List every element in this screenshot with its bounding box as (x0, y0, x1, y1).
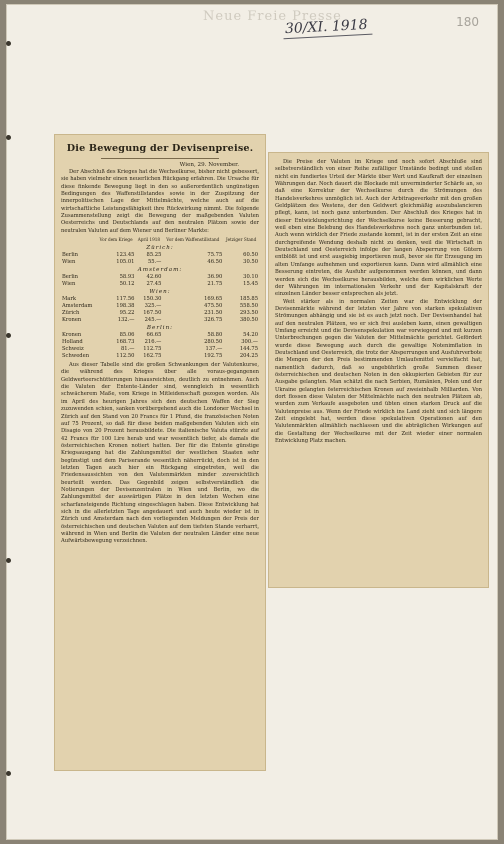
column-header: April 1918 (137, 237, 161, 243)
table-cell-value: 168.73 (116, 339, 135, 346)
table-cell-value: 54.20 (243, 332, 258, 339)
newspaper-stamp: Neue Freie Presse (203, 9, 342, 24)
table-cell-city: Zürich (62, 310, 80, 317)
table-row (61, 310, 259, 317)
table-cell-value: 27.45 (146, 281, 162, 288)
table-cell-city: Mark (62, 296, 77, 303)
table-group-label: Wien: (149, 289, 171, 296)
table-row (61, 353, 259, 360)
table-cell-value: 216.— (144, 339, 162, 346)
title-rule (101, 158, 219, 159)
table-cell-value: 192.75 (204, 353, 223, 360)
table-row (61, 259, 259, 266)
table-cell-city: Berlin (62, 274, 79, 281)
article-right-paragraph-1: Die Preise der Valuten im Kriege und noch sofort Abschluße sind selbstverständlich von einer Reihe zufälliger Umstände bedingt und stellen nicht ein fundiertes Urteil der Märkte über Wert und Kaufkraft der einzelnen Währungen dar. Noch dauert die Blockade mit unverminderter Schärfe an, so daß eine Korrektur der Wechselkurse durch die Strömungen des Handelsverkehres unmöglich ist. Auch der Arbitrageverkehr mit den großen Geldplätzen des Westens, der den Geldwert gleichmäßig auszubalancieren pflegt, kann, ist noch ganz unterbunden. Der Abschluß des Krieges hat in dieser Entwicklungsrichtung der Wechselkurse keine Besserung gebracht, weil eben eine Belebung des Handelsverkehres noch ganz unterbunden ist. Auch wenn wirklich der Friede zustande kommt, ist in der ersten Zeit an eine durchgreifende Wendung deshalb nicht zu denken, weil die Wirtschaft in Deutschland und Oesterreich infolge der langen Absperrung von Gütern entblößt ist und erst ausgiebig importieren muß, bevor sie für Erzeugung im alten Umfange aufnehmen und exportieren kann. Dann wird allmählich eine Besserung eintreten, die Ausfuhr aufgenommen werden können, und dann werden sich die Wechselkurse herausbilden, welche dem wirklichen Werte der Währungen im internationalen Verkehr und der Kapitalskraft der einzelnen Länder besser entsprechen als jetzt. (275, 159, 482, 298)
table-cell-city: Berlin (62, 252, 79, 259)
table-cell-value: 198.38 (116, 303, 135, 310)
table-group-row (61, 288, 259, 296)
table-cell-value: 15.45 (243, 281, 258, 288)
table-cell-value: 123.45 (116, 252, 135, 259)
clipping-right-column (268, 152, 489, 588)
table-cell-value: 475.50 (204, 303, 223, 310)
table-cell-value: 558.50 (239, 303, 258, 310)
article-title: Die Bewegung der Devisenpreise. (66, 143, 254, 154)
punch-hole (6, 41, 11, 46)
clipping-left-column (54, 134, 266, 771)
table-header-row (61, 237, 259, 244)
table-row (61, 317, 259, 324)
table-body (61, 244, 259, 360)
table-cell-value: 50.12 (119, 281, 135, 288)
handwritten-date: 30/XI. 1918 (284, 16, 368, 38)
table-row (61, 296, 259, 303)
table-cell-value: 112.50 (116, 353, 135, 360)
table-cell-value: 21.75 (207, 281, 223, 288)
table-cell-value: 58.93 (119, 274, 135, 281)
table-cell-value: 245.— (144, 317, 162, 324)
table-cell-value: 105.01 (116, 259, 135, 266)
table-cell-city: Holland (62, 339, 83, 346)
table-cell-value: 325.— (144, 303, 162, 310)
article-left-body: Aus dieser Tabelle sind die großen Schwankungen der Valutenkurse, die während des Krieges über alle voraus-gegangenen Geldwerteerschütterungen hinausreichten, deutlich zu entnehmen. Auch die Valuten der Entente-Länder sind, wenngleich in wesentlich schwächerem Maße, vom Kriege in Mitleidenschaft gezogen worden. Als im April des heurigen Jahres sich den deutschen Waffen der Sieg zuzuwenden schien, sanken vorübergehend auch die Londoner Wechsel in Zürich auf den Stand von 20 Francs für 1 Pfund, die französischen Noten auf 75 Prozent, so daß für diese beiden maßgebenden Valuten sich ein Disagio von 20 Prozent herausbildete. Die italienische Valuta stürzte auf 42 Francs für 100 Lire herab und war wesentlich tiefer, als damals die österreichischen Kronen notiert hatten. Der für die Entente günstige Kriegsausgang hat die Zahlungsmittel der westlichen Staaten sehr begünstigt und dem Pariserande wesentlich näherrückt, doch ist in den letzten Tagen auch hier ein Rückgang eingetreten, weil die Friedensaussichten von den Valutenmärkten minder zuversichtlich beurteilt werden. Das Gegenbild zeigen selbstverständlich die Notierungen der Devisenzentralen in Wien und Berlin, wo die Zahlungsmittel der auswärtigen Plätze in den letzten Wochen eine scharfansteigende Richtung eingeschlagen haben. Diese Entwicklung hat sich in die allerletzten Tage angedauert und auch heute wieder ist in Zürich und Amsterdam nach den vorliegenden Meldungen der Preis der österreichischen und deutschen Valuten auf dem tiefsten Stande verharrt, während in Wien und Berlin die Valuten der neutralen Länder eine neue Aufwärtsbewegung verzeichnen. (61, 362, 259, 545)
table-cell-value: 85.25 (146, 252, 162, 259)
table-cell-value: 132.— (117, 317, 135, 324)
punch-hole (6, 135, 11, 140)
column-header: Jetziger Stand (225, 237, 257, 243)
table-cell-city: Wien (62, 259, 76, 266)
table-cell-value: 75.75 (207, 252, 223, 259)
article-intro: Der Abschluß des Krieges hat die Wechselkurse, bisher nicht gebessert, sie haben vielmehr einen neuerlichen Rückgang erfahren. Die Ursache für diese finkende Bewegung liegt in den so außerordentlich ungünstigen Bedingungen des Waffenstillstandes sowie in der Zuspitzung der innerpolitischen Lage der Mittelmächte, welche auch auf die wirtschaftliche Leistungsfähigkeit ihre Rückwirkung nimmt. Die folgende Zusammenstellung zeigt die Bewegung der maßgebenden Valuten Oesterreichs und Deutschlands auf den neutralen Plätzen sowie der neutralen Valuten auf dem Wiener und Berliner Markte: (61, 169, 259, 234)
table-cell-value: 95.22 (119, 310, 135, 317)
table-cell-value: 280.50 (204, 339, 223, 346)
table-row (61, 339, 259, 346)
table-group-label: Zürich: (146, 245, 174, 252)
table-cell-value: 167.50 (143, 310, 162, 317)
article-right-paragraph-2: Weit stärker als in normalen Zeiten war die Entwicklung der Devisenmärkte während der letzten vier Jahre von starken spekulativen Strömungen abhängig und sie ist es auch jetzt noch. Der Devisenhandel hat auf den neutralen Plätzen, wo er sich frei ausleben kann, einen gewaltigen Umfang erreicht und die Devisenspekulation war vorwiegend und mit kurzen Unterbrechungen gegen die Valuten der Mittelmächte gerichtet. Gefördert wurde diese Bewegung auch durch die gewaltige Notenimflation in Deutschland und Oesterreich, die trotz der Absperrungen und Ausfuhrverbote die Mengen der den Preis bestimmenden Umlaufsmittel vervielfacht hat, namentlich dadurch, daß so ungebührlich große Summen dieser österreichischen und deutschen Noten in den okkupierten Gebieten für zur Ausgabe gelangten. Man schätzt die nach Serbien, Rumänien, Polen und der Ukraine gelangten österreichischen Kronen auf zweieinhalb Milliarden. Von dort flossen diese Valuten der Mittelmächte nach den neutralen Plätzen ab, wurden zum Verkaufe ausgeboten und übten einen starken Druck auf die Valutenpreise aus. Wenn der Friede wirklich ins Land zieht und sich längere Zeit eingelebt hat, werden diese spekulativen Operationen auf den Valutenmärkten allmählich nachlassen und die abträglichen Wirkungen auf die Gestaltung der Wechselkurse mit der Zeit wieder einer normalen Entwicklung Platz machen. (275, 298, 482, 445)
table-group-label: Berlin: (146, 325, 174, 332)
table-row (61, 303, 259, 310)
article-dateline: Wien, 29. November. (179, 162, 239, 168)
table-cell-city: Kronen (62, 317, 82, 324)
table-cell-city: Kronen (62, 332, 82, 339)
table-cell-city: Amsterdam (62, 303, 93, 310)
punch-hole (6, 771, 11, 776)
table-cell-value: 231.50 (204, 310, 223, 317)
table-cell-value: 117.56 (116, 296, 135, 303)
table-cell-value: 112.75 (143, 346, 162, 353)
table-cell-value: 58.80 (207, 332, 223, 339)
table-cell-value: 137.— (205, 346, 223, 353)
table-cell-value: 169.65 (204, 296, 223, 303)
table-cell-city: Wien (62, 281, 76, 288)
table-cell-value: 380.50 (239, 317, 258, 324)
table-group-row (61, 244, 259, 252)
table-row (61, 346, 259, 353)
table-cell-value: 144.75 (239, 346, 258, 353)
table-row (61, 281, 259, 288)
table-row (61, 252, 259, 259)
table-cell-value: 46.50 (207, 259, 223, 266)
table-cell-value: 30.10 (243, 274, 258, 281)
table-cell-value: 85.06 (119, 332, 135, 339)
page-number: 180 (456, 15, 479, 29)
punch-hole (6, 333, 11, 338)
table-row (61, 332, 259, 339)
table-cell-value: 30.50 (243, 259, 258, 266)
column-header: Vor dem Kriege (99, 237, 133, 243)
column-header: Vor dem Waffenstillstand (166, 237, 220, 243)
table-cell-value: 326.75 (204, 317, 223, 324)
table-cell-value: 162.75 (143, 353, 162, 360)
table-cell-value: 204.25 (239, 353, 258, 360)
table-cell-value: 42.60 (146, 274, 162, 281)
table-row (61, 274, 259, 281)
table-cell-city: Schweden (62, 353, 90, 360)
table-cell-value: 66.65 (146, 332, 162, 339)
table-cell-value: 81.— (121, 346, 135, 353)
table-cell-value: 293.50 (239, 310, 258, 317)
table-group-row (61, 324, 259, 332)
punch-hole (6, 558, 11, 563)
table-group-label: Amsterdam: (137, 267, 183, 274)
table-cell-value: 185.85 (239, 296, 258, 303)
column-header (61, 237, 97, 244)
table-cell-value: 150.30 (143, 296, 162, 303)
table-group-row (61, 266, 259, 274)
table-cell-value: 36.90 (207, 274, 223, 281)
table-cell-value: 300.— (241, 339, 258, 346)
exchange-rate-table (61, 237, 259, 360)
table-cell-value: 55.— (147, 259, 162, 266)
table-cell-city: Schweiz (62, 346, 84, 353)
table-cell-value: 60.50 (243, 252, 258, 259)
